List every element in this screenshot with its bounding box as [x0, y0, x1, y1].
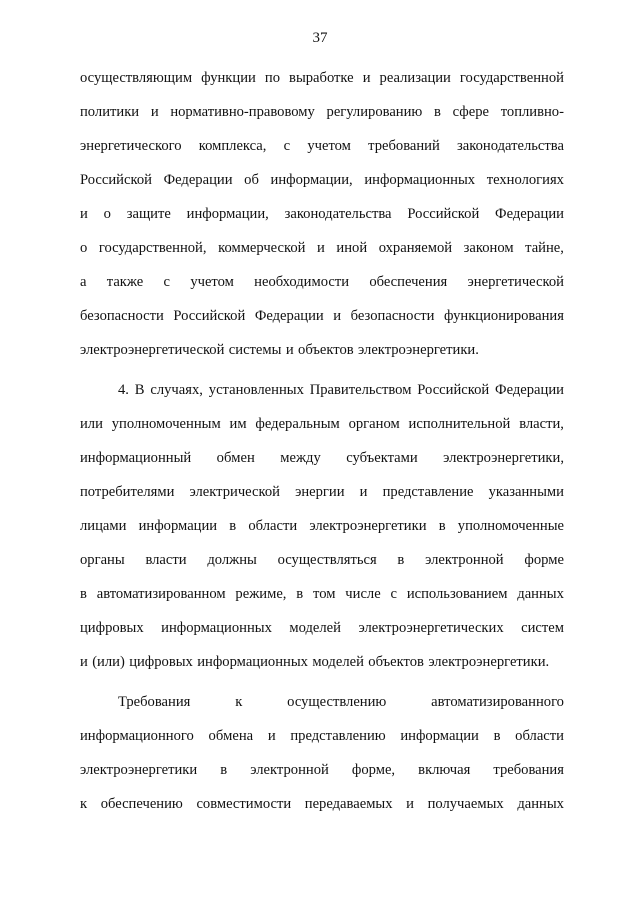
word: случаях,: [150, 382, 203, 398]
word: информации,: [270, 172, 353, 188]
word: представление: [382, 484, 474, 500]
word: потребителями: [80, 484, 175, 500]
word: Требования: [118, 694, 191, 710]
text-line: [80, 163, 564, 197]
word: в: [434, 104, 441, 120]
text-line: [80, 543, 564, 577]
word: должны: [207, 552, 257, 568]
word: Российской: [407, 206, 480, 222]
word: в: [229, 518, 237, 534]
word: топливно-: [500, 104, 564, 120]
word: регулированию: [326, 104, 423, 120]
text-line: [80, 231, 564, 265]
word: органы: [80, 552, 125, 568]
text-line: [80, 611, 564, 645]
text-line: [80, 441, 564, 475]
word: включая: [418, 762, 471, 778]
word: Российской: [80, 172, 152, 188]
word: обеспечения: [369, 274, 448, 290]
word: в: [397, 552, 405, 568]
word: электроэнергетических: [358, 620, 504, 636]
word: в: [493, 728, 501, 744]
word: Правительством: [309, 382, 412, 398]
word: к: [80, 796, 88, 812]
word: моделей: [289, 620, 341, 636]
word: данных: [517, 796, 564, 812]
word: режиме,: [235, 586, 287, 602]
word: функционирования: [444, 308, 564, 324]
word: с: [283, 138, 291, 154]
word: электроэнергетики.: [358, 342, 479, 358]
word: и: [80, 654, 88, 670]
text-line: [80, 197, 564, 231]
word: осуществлению: [287, 694, 387, 710]
word: также: [106, 274, 144, 290]
word: электроэнергетики.: [428, 654, 550, 670]
body-text: [80, 61, 564, 821]
word: охраняемой: [378, 240, 453, 256]
text-line: [80, 61, 564, 95]
word: автоматизированном: [96, 586, 226, 602]
text-line: [80, 753, 564, 787]
word: и: [359, 484, 368, 500]
word: тайне,: [525, 240, 564, 256]
word: данных: [517, 586, 564, 602]
word: политики: [80, 104, 140, 120]
word: реализации: [379, 70, 451, 86]
word: защите: [126, 206, 171, 222]
word: уполномоченные: [457, 518, 564, 534]
text-line: [80, 129, 564, 163]
word: электроэнергетической: [80, 342, 225, 358]
text-line: [80, 645, 564, 679]
page-number: 37: [312, 30, 328, 46]
word: передаваемых: [304, 796, 393, 812]
word: энергии: [295, 484, 345, 500]
word: Федерации: [163, 172, 233, 188]
word: законодательства: [284, 206, 392, 222]
word: коммерческой: [218, 240, 306, 256]
word: и: [285, 342, 294, 358]
word: информационных: [197, 654, 308, 670]
word: государственной: [459, 70, 564, 86]
word: области: [515, 728, 564, 744]
word: Российской: [173, 308, 246, 324]
word: выработке: [289, 70, 354, 86]
word: осуществляться: [277, 552, 377, 568]
word: и: [80, 206, 88, 222]
word: Федерации: [495, 382, 564, 398]
text-line: [80, 475, 564, 509]
word: автоматизированного: [431, 694, 564, 710]
word: власти,: [519, 416, 564, 432]
word: в: [438, 518, 446, 534]
word: уполномоченным: [111, 416, 221, 432]
word: информационного: [80, 728, 194, 744]
word: органом: [348, 416, 400, 432]
word: с: [163, 274, 171, 290]
word: (или): [92, 654, 125, 670]
word: системы: [228, 342, 282, 358]
word: к: [235, 694, 243, 710]
word: осуществляющим: [80, 70, 193, 86]
word: законом: [463, 240, 514, 256]
word: исполнительной: [408, 416, 511, 432]
text-line: [80, 265, 564, 299]
word: энергетического: [80, 138, 182, 154]
word: субъектами: [346, 450, 418, 466]
word: информации: [400, 728, 479, 744]
word: учетом: [190, 274, 234, 290]
word: безопасности: [80, 308, 164, 324]
word: указанными: [488, 484, 564, 500]
text-line: [80, 685, 564, 719]
word: цифровых: [129, 654, 193, 670]
text-line: [80, 577, 564, 611]
word: В: [134, 382, 145, 398]
word: электрической: [189, 484, 280, 500]
word: им: [229, 416, 247, 432]
word: с: [390, 586, 397, 602]
word: функции: [201, 70, 256, 86]
word: Российской: [417, 382, 490, 398]
word: технологиях: [486, 172, 564, 188]
word: или: [80, 416, 103, 432]
word: электроэнергетики: [309, 518, 427, 534]
word: между: [280, 450, 321, 466]
word: и: [150, 104, 159, 120]
word: власти: [145, 552, 187, 568]
word: государственной,: [98, 240, 207, 256]
word: том: [313, 586, 336, 602]
word: федеральным: [255, 416, 340, 432]
word: форме: [524, 552, 564, 568]
word: представлению: [290, 728, 386, 744]
word: в: [296, 586, 304, 602]
word: энергетической: [467, 274, 564, 290]
word: в: [80, 586, 87, 602]
word: необходимости: [254, 274, 350, 290]
text-line: [80, 299, 564, 333]
word: электронной: [425, 552, 504, 568]
word: Федерации: [495, 206, 564, 222]
word: информации: [138, 518, 218, 534]
text-line: [80, 407, 564, 441]
word: области: [248, 518, 298, 534]
text-line: [80, 373, 564, 407]
word: электроэнергетики: [80, 762, 198, 778]
word: числе: [345, 586, 381, 602]
word: Федерации: [254, 308, 324, 324]
word: и: [362, 70, 371, 86]
word: лицами: [80, 518, 127, 534]
word: моделей: [312, 654, 364, 670]
word: в: [220, 762, 228, 778]
word: учетом: [307, 138, 351, 154]
word: цифровых: [80, 620, 144, 636]
word: обеспечению: [100, 796, 183, 812]
word: информации,: [186, 206, 269, 222]
word: электронной: [250, 762, 329, 778]
word: комплекса,: [198, 138, 267, 154]
word: о: [103, 206, 111, 222]
word: 4.: [118, 382, 129, 398]
word: безопасности: [350, 308, 435, 324]
word: объектов: [298, 342, 354, 358]
word: об: [244, 172, 259, 188]
word: требования: [493, 762, 564, 778]
word: форме,: [351, 762, 396, 778]
word: а: [80, 274, 87, 290]
word: электроэнергетики,: [443, 450, 564, 466]
word: установленных: [208, 382, 304, 398]
word: информационных: [364, 172, 476, 188]
word: обмена: [208, 728, 254, 744]
text-line: [80, 787, 564, 821]
word: требований: [368, 138, 440, 154]
word: обмен: [216, 450, 255, 466]
word: иной: [336, 240, 368, 256]
text-line: [80, 509, 564, 543]
word: по: [264, 70, 280, 86]
word: получаемых: [427, 796, 504, 812]
word: информационный: [80, 450, 192, 466]
text-line: [80, 333, 564, 367]
word: сфере: [452, 104, 490, 120]
word: использованием: [406, 586, 508, 602]
word: информационных: [161, 620, 272, 636]
word: объектов: [368, 654, 424, 670]
word: и: [267, 728, 276, 744]
word: и: [333, 308, 342, 324]
word: и: [406, 796, 414, 812]
text-line: [80, 719, 564, 753]
word: и: [317, 240, 325, 256]
word: совместимости: [196, 796, 292, 812]
word: о: [80, 240, 88, 256]
word: систем: [521, 620, 564, 636]
word: законодательства: [457, 138, 564, 154]
text-line: [80, 95, 564, 129]
word: нормативно-правовому: [170, 104, 315, 120]
